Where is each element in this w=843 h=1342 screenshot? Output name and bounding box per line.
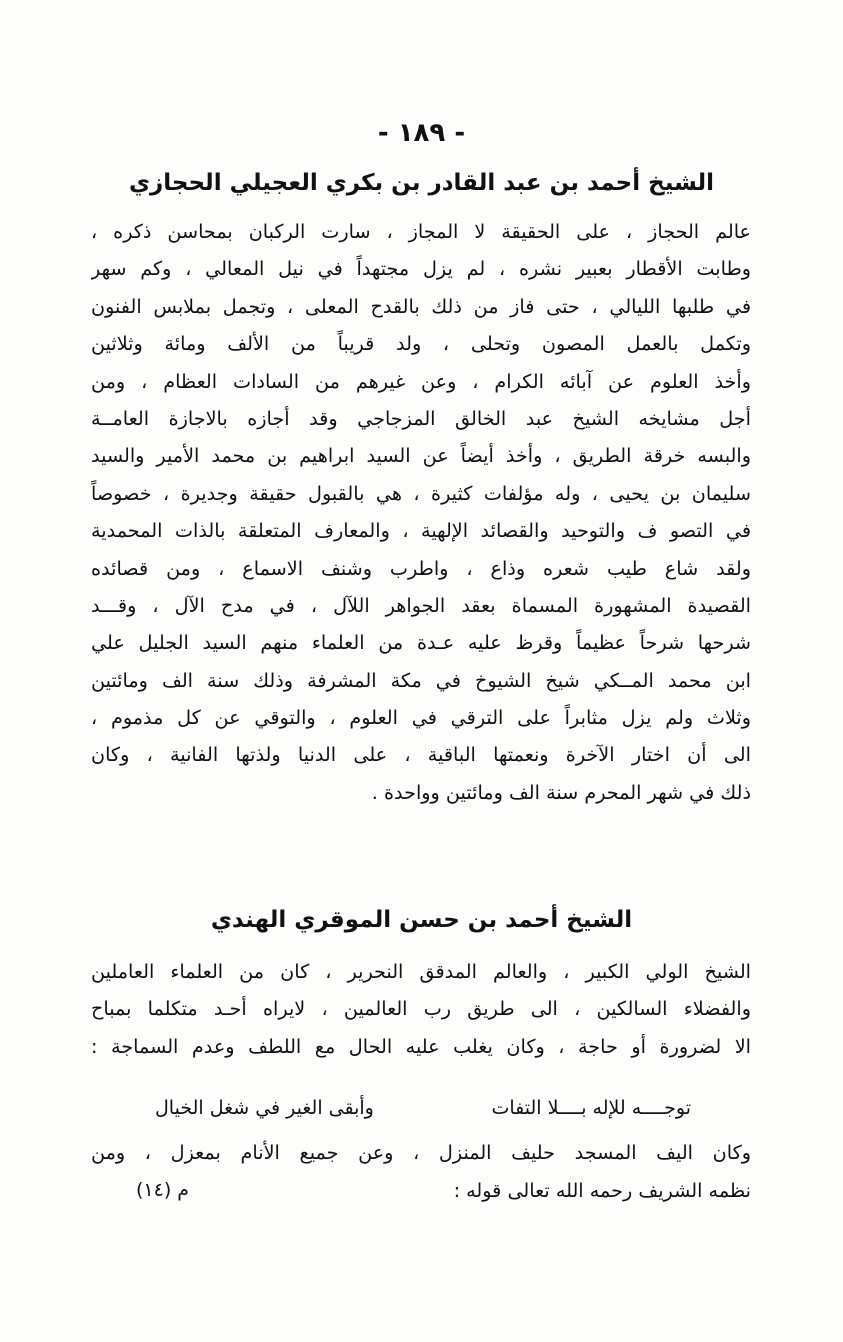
text-line: وكان اليف المسجد حليف المنزل ، وعن جميع الأنام بمعزل ، ومن [91, 1141, 751, 1164]
text-line: والبسه خرقة الطريق ، وأخذ أيضاً عن السيد ابراهيم بن محمد الأمير والسيد [91, 444, 751, 468]
text-line: ولقد شاع طيب شعره وذاع ، واطرب وشنف الاسماع ، ومن قصائده [91, 556, 751, 580]
text-line: شرحها شرحاً عظيماً وقرظ عليه عـدة من العلماء منهم السيد الجليل علي [91, 631, 751, 655]
text-line: القصيدة المشهورة المسماة بعقد الجواهر اللآل ، في مدح الآل ، وقـــد [91, 593, 751, 617]
text-line: وأخذ العلوم عن آبائه الكرام ، وعن غيرهم من السادات العظام ، ومن [91, 369, 751, 393]
page-number: - ١٨٩ - [377, 118, 466, 148]
entry-body [91, 213, 751, 811]
text-line: في طلبها الليالي ، حتى فاز من ذلك بالقدح المعلى ، وتجمل بملابس الفنون [91, 294, 751, 318]
text-line: ذلك في شهر المحرم سنة الف ومائتين وواحدة . [371, 780, 751, 804]
entry-body-continued [91, 1134, 751, 1171]
text-line: وثلاث ولم يزل مثابراً على الترقي في العلوم ، والتوقي عن كل مذموم ، [91, 706, 751, 730]
text-line: والفضلاء السالكين ، الى طريق رب العالمين ، لايراه أحـد متكلما بمباح [91, 997, 751, 1021]
text-line: في التصو ف والتوحيد والقصائد الإلهية ، والمعارف المتعلقة بالذات المحمدية [91, 519, 751, 543]
text-line: سليمان بن يحيى ، وله مؤلفات كثيرة ، هي بالقبول حقيقة وجديرة ، خصوصاً [91, 481, 751, 505]
entry-heading: الشيخ أحمد بن عبد القادر بن بكري العجيلي الحجازي [128, 170, 715, 196]
verse-second-hemistich: وأبقى الغير في شغل الخيال [155, 1097, 374, 1119]
entry-body [91, 953, 751, 1065]
text-line: ابن محمد المــكي شيخ الشيوخ في مكة المشرفة وذلك سنة الف ومائتين [91, 668, 751, 692]
text-line: أجل مشايخه الشيخ عبد الخالق المزجاجي وقد أجازه بالاجازة العامــة [91, 406, 751, 430]
text-line: نظمه الشريف رحمه الله تعالى قوله : [453, 1179, 751, 1202]
text-line: وتكمل بالعمل المصون وتحلى ، ولد قريباً من الألف ومائة وثلاثين [91, 332, 751, 356]
text-line: عالم الحجاز ، على الحقيقة لا المجاز ، سارت الركبان بمحاسن ذكره ، [91, 220, 751, 243]
text-line: الشيخ الولي الكبير ، والعالم المدقق النحرير ، كان من العلماء العاملين [91, 960, 751, 983]
signature-mark: م (١٤) [136, 1179, 190, 1201]
text-line: الى أن اختار الآخرة ونعمتها الباقية ، على الدنيا ولذتها الفانية ، وكان [91, 743, 751, 767]
verse-first-hemistich: توجــــه للإله بــــلا التفات [491, 1097, 691, 1119]
text-line: وطابت الأقطار بعبير نشره ، لم يزل مجتهداً في نيل المعالي ، وكم سهر [91, 257, 751, 281]
text-line: الا لضرورة أو حاجة ، وكان يغلب عليه الحال مع اللطف وعدم السماجة : [91, 1034, 751, 1058]
entry-heading: الشيخ أحمد بن حسن الموقري الهندي [210, 907, 633, 933]
